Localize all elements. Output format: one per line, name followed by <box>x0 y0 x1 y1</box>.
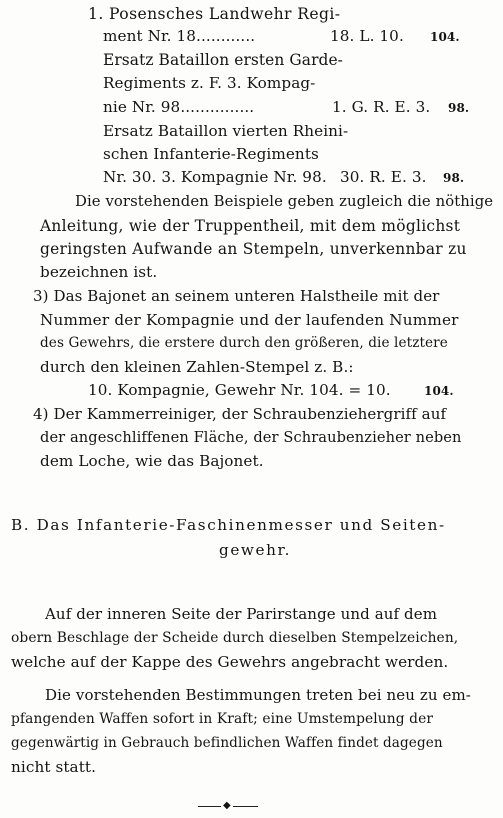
section-heading-continued: gewehr. <box>219 541 292 559</box>
paragraph-line-5: pfangenden Waffen sofort in Kraft; eine Umstempelung der <box>11 711 434 727</box>
text-line-8-code: 30. R. E. 3. <box>340 168 427 186</box>
text-line-9: Die vorstehenden Beispiele geben zugleich die nöthige <box>75 193 494 210</box>
text-line-20: dem Loche, wie das Bajonet. <box>40 452 264 470</box>
section-heading: B. Das Infanterie-Faschinenmesser und Seiten- <box>11 516 446 534</box>
text-line-8-number: 98. <box>443 171 465 185</box>
paragraph-line-6: gegenwärtig in Gebrauch befindlichen Waffen findet dagegen <box>11 735 443 751</box>
paragraph-line-2: obern Beschlage der Scheide durch dieselben Stempelzeichen, <box>11 630 459 646</box>
text-line-7: schen Infanterie-Regiments <box>103 145 319 163</box>
text-line-5-number: 98. <box>448 101 470 115</box>
paragraph-line-3: welche auf der Kappe des Gewehrs angebracht werden. <box>11 653 449 671</box>
text-line-8-left: Nr. 30. 3. Kompagnie Nr. 98. <box>103 168 327 186</box>
text-line-2-code: 18. L. 10. <box>330 27 404 45</box>
text-line-2-number: 104. <box>430 30 460 44</box>
text-line-12: bezeichnen ist. <box>40 263 158 281</box>
text-line-11: geringsten Aufwande an Stempeln, unverkennbar zu <box>40 240 467 258</box>
end-ornament-icon: ◆ <box>223 800 231 811</box>
text-line-13: 3) Das Bajonet an seinem unteren Halstheile mit der <box>33 287 440 305</box>
text-line-17-number: 104. <box>424 384 454 398</box>
text-line-1: 1. Posensches Landwehr Regi- <box>88 5 341 23</box>
text-line-17: 10. Kompagnie, Gewehr Nr. 104. = 10. <box>88 381 391 399</box>
text-line-5-left: nie Nr. 98............... <box>103 98 255 116</box>
text-line-5-code: 1. G. R. E. 3. <box>332 98 431 116</box>
text-line-6: Ersatz Bataillon vierten Rheini- <box>103 122 349 140</box>
text-line-14: Nummer der Kompagnie und der laufenden Nummer <box>40 311 459 329</box>
text-line-18: 4) Der Kammerreiniger, der Schraubenziehergriff auf <box>33 405 447 423</box>
text-line-3: Ersatz Bataillon ersten Garde- <box>103 51 343 69</box>
text-line-16: durch den kleinen Zahlen-Stempel z. B.: <box>40 358 354 376</box>
text-line-15: des Gewehrs, die erstere durch den größeren, die letztere <box>40 335 448 351</box>
text-line-4: Regiments z. F. 3. Kompag- <box>103 74 316 92</box>
text-line-19: der angeschliffenen Fläche, der Schraubenzieher neben <box>40 429 462 446</box>
paragraph-line-4: Die vorstehenden Bestimmungen treten bei neu zu em- <box>45 686 471 704</box>
paragraph-line-1: Auf der inneren Seite der Parirstange und auf dem <box>45 605 438 623</box>
text-line-2-left: ment Nr. 18............ <box>103 27 256 45</box>
text-line-10: Anleitung, wie der Truppentheil, mit dem möglichst <box>40 217 461 235</box>
paragraph-line-7: nicht statt. <box>11 758 97 776</box>
